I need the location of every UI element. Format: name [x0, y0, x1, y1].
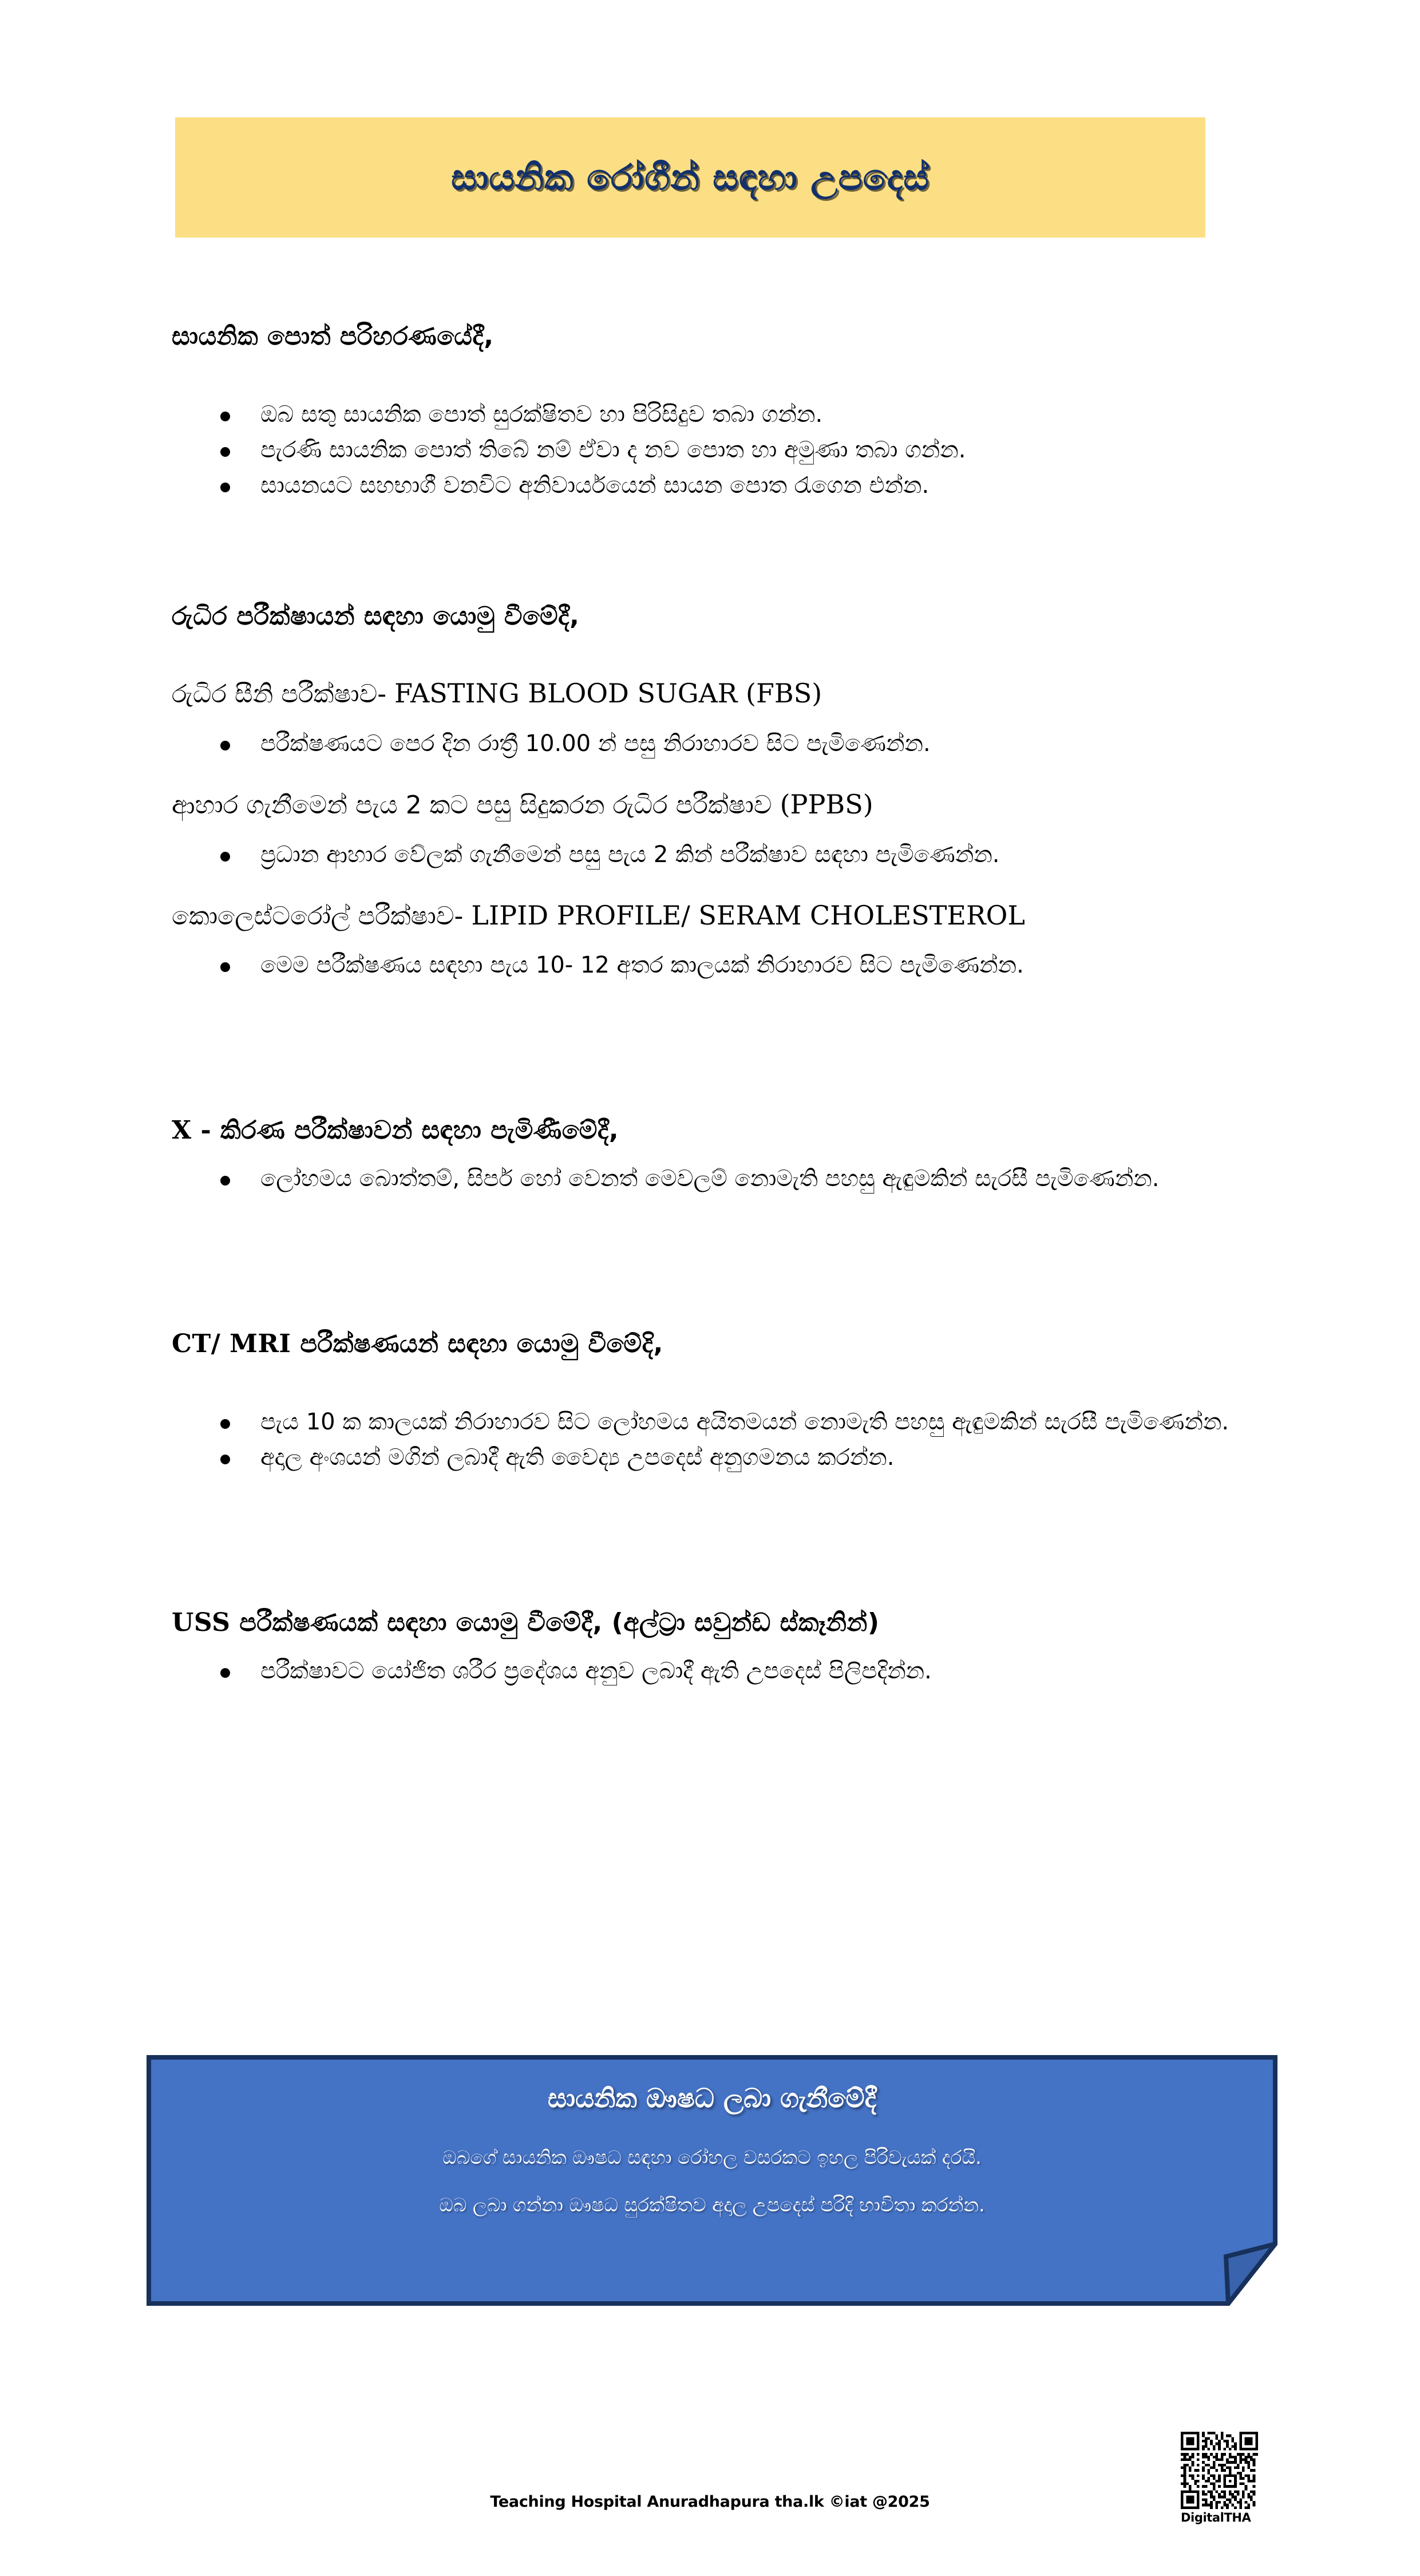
section-xray — [0, 1115, 1420, 1196]
section-ct-mri — [0, 1328, 1420, 1475]
section-heading-sinhala: පරීක්ෂණයන් සඳහා යොමු වීමේදි, — [300, 1329, 663, 1359]
subsection-heading-lipid — [172, 899, 1420, 933]
subsection-heading-fbs — [172, 677, 1420, 711]
subsection-title-english: (PPBS) — [780, 788, 873, 820]
section-heading-sinhala: පරීක්ෂණයක් සඳහා යොමු වීමේදී, (අල්ට්‍රා සවුන්ඩ ස්කෑනින්) — [239, 1608, 880, 1638]
list-item: පැරණි සායනික පොත් තිබේ නම් ඒවා ද නව පොත හා අමුණා තබා ගන්න. — [260, 432, 1420, 468]
qr-block — [1181, 2432, 1267, 2524]
bullet-list — [0, 1653, 1420, 1689]
page-title: සායනික රෝගීන් සඳහා උපදෙස් — [451, 156, 929, 198]
section-heading-english: X - — [172, 1116, 221, 1145]
section-uss — [0, 1607, 1420, 1689]
subsection-title-sinhala: රුධිර සීනි පරීක්ෂාව- — [172, 679, 395, 709]
list-item: ඔබ සතු සායනික පොත් සුරක්ෂිතව හා පිරිසිදුව තබා ගන්න. — [260, 397, 1420, 432]
section-blood-tests — [0, 600, 1420, 983]
bullet-list — [0, 837, 1420, 872]
callout-line-2: ඔබ ලබා ගන්නා ඖෂධ සුරක්ෂිතව අදාල උපදෙස් පරිදි භාවිතා කරන්න. — [439, 2193, 985, 2216]
section-heading-english: CT/ MRI — [172, 1329, 300, 1359]
list-item: පරීක්ෂාවට යෝජිත ශරීර ප්‍රදේශය අනුව ලබාදී ඇති උපදෙස් පිලිපදින්න. — [260, 1653, 1420, 1689]
section-heading-sinhala: කිරණ පරීක්ෂාවන් සඳහා පැමිණීමේදී, — [220, 1116, 619, 1145]
header-banner — [175, 117, 1205, 238]
subsection-title-sinhala: කොලෙස්ටරෝල් පරීක්ෂාව- — [172, 901, 472, 931]
section-clinic-book — [0, 321, 1420, 503]
list-item: මෙම පරීක්ෂණය සඳහා පැය 10- 12 අතර කාලයක් නිරාහාරව සිට පැමිණෙන්න. — [260, 947, 1420, 983]
subsection-heading-ppbs — [172, 788, 1420, 822]
qr-label: DigitalTHA — [1181, 2511, 1251, 2524]
list-item: පැය 10 ක කාලයක් නිරාහාරව සිට ලෝහමය අයිතමයන් නොමැති පහසු ඇඳුමකින් සැරසී පැමිණෙන්න. — [260, 1404, 1420, 1440]
list-item: සායනයට සහභාගී වනවිට අනිවාර්යයෙන් සායන පොත රැගෙන එන්න. — [260, 468, 1420, 503]
section-heading: රුධිර පරීක්ෂායන් සඳහා යොමු වීමේදී, — [172, 602, 580, 631]
subsection-title-english: FASTING BLOOD SUGAR (FBS) — [394, 678, 822, 709]
bullet-list — [0, 1404, 1420, 1475]
callout-line-1: ඔබගේ සායනික ඖෂධ සඳහා රෝහල වසරකට ඉහල පිරිවැයක් දරයි. — [442, 2146, 982, 2169]
subsection-title-sinhala: ආහාර ගැනීමෙන් පැය 2 කට පසු සිදුකරන රුධිර පරීක්ෂාව — [172, 790, 780, 820]
list-item: පරීක්ෂණයට පෙර දින රාත්‍රී 10.00 න් පසු නිරාහාරව සිට පැමිණෙන්න. — [260, 726, 1420, 761]
section-heading — [172, 1607, 1420, 1638]
bullet-list — [0, 1161, 1420, 1196]
section-heading-english: USS — [172, 1608, 240, 1638]
list-item: ලෝහමය බොත්තම්, සිපර් හෝ වෙනත් මෙවලම් නොමැති පහසු ඇඳුමකින් සැරසී පැමිණෙන්න. — [260, 1161, 1420, 1196]
bullet-list — [0, 397, 1420, 503]
main-content — [0, 321, 1420, 1689]
list-item: අදාල අංශයන් මගින් ලබාදී ඇති වෛද්‍ය උපදෙස් අනුගමනය කරන්න. — [260, 1440, 1420, 1475]
callout-title: සායනික ඖෂධ ලබා ගැනීමේදී — [547, 2083, 877, 2113]
list-item: ප්‍රධාන ආහාර වේලක් ගැනීමෙන් පසු පැය 2 කින් පරීක්ෂාව සඳහා පැමිණෙන්න. — [260, 837, 1420, 872]
medication-callout — [147, 2055, 1277, 2306]
bullet-list — [0, 726, 1420, 761]
section-heading: සායනික පොත් පරිහරණයේදී, — [172, 322, 494, 351]
section-heading — [172, 1115, 1420, 1146]
bullet-list — [0, 947, 1420, 983]
qr-code-icon[interactable] — [1181, 2432, 1258, 2509]
footer-credit: Teaching Hospital Anuradhapura tha.lk ©iat @2025 — [490, 2493, 930, 2511]
section-heading — [172, 1328, 1420, 1360]
subsection-title-english: LIPID PROFILE/ SERAM CHOLESTEROL — [471, 899, 1025, 931]
